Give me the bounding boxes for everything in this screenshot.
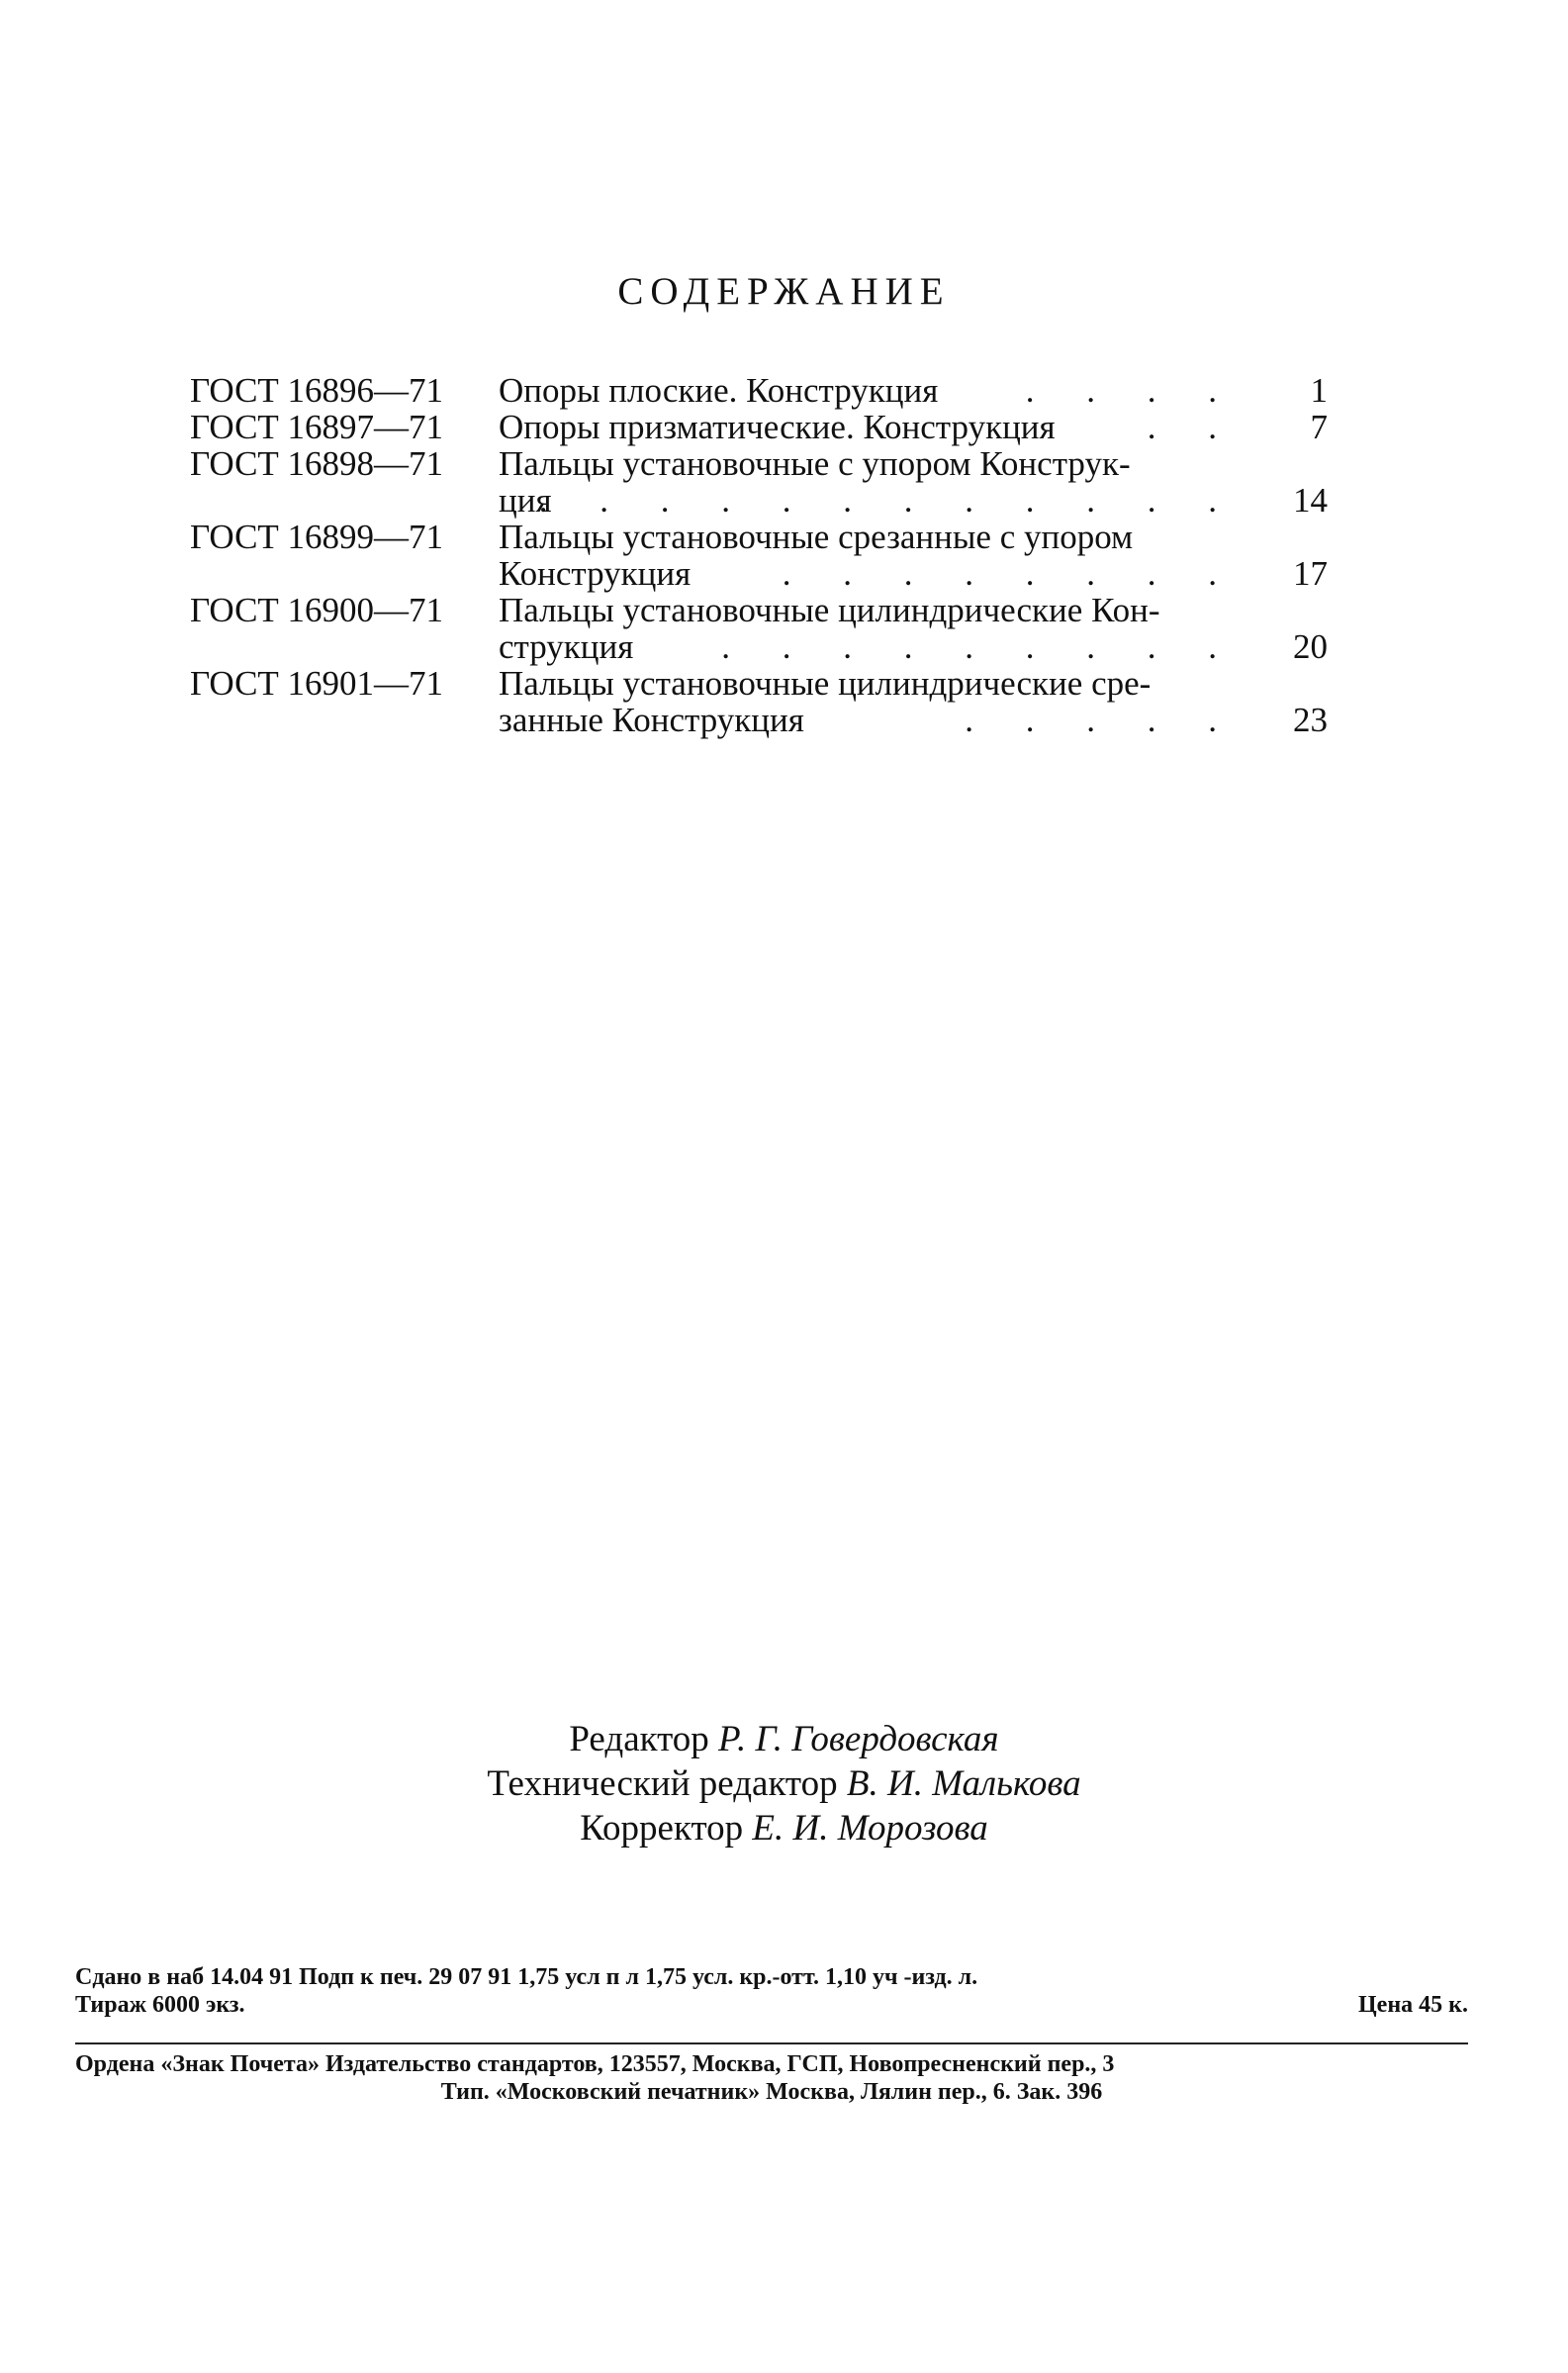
toc-entry (190, 592, 1337, 665)
editor-name: Р. Г. Говердовская (718, 1719, 999, 1759)
toc-title-line: Пальцы установочные цилиндрические Кон- (499, 591, 1160, 629)
toc-title-line: ция (499, 481, 552, 520)
toc-page-number: 20 (1293, 627, 1328, 666)
toc-page-number: 14 (1293, 481, 1328, 520)
toc-title-line: Конструкция (499, 554, 692, 593)
toc-entry (190, 409, 1337, 445)
toc-entry (190, 445, 1337, 519)
tech-editor-role: Технический редактор (487, 1763, 838, 1804)
toc-title-line: Пальцы установочные срезанные с упором (499, 518, 1134, 556)
toc-leader-dots: . . . . (1025, 371, 1239, 410)
toc-title-line: Пальцы установочные цилиндрические сре- (499, 664, 1152, 703)
toc-entry (190, 519, 1337, 592)
table-of-contents (190, 372, 1337, 738)
toc-leader-dots: . . . . . . . . (782, 554, 1239, 593)
toc-title-line: Опоры призматические. Конструкция (499, 408, 1056, 446)
toc-title-line: занные Конструкция (499, 701, 804, 739)
toc-page-number: 23 (1293, 701, 1328, 739)
credits-block (0, 1717, 1568, 1851)
toc-standard-number: ГОСТ 16897—71 (190, 408, 444, 446)
proofreader-role: Корректор (580, 1808, 744, 1849)
price: Цена 45 к. (1358, 1992, 1468, 2018)
circulation: Тираж 6000 экз. (75, 1992, 245, 2018)
publisher-line: Ордена «Знак Почета» Издательство стандартов, 123557, Москва, ГСП, Новопресненский пер., 3 (75, 2051, 1115, 2077)
editor-role: Редактор (569, 1719, 709, 1759)
toc-title-line: Пальцы установочные с упором Конструк- (499, 444, 1131, 483)
tech-editor-line (0, 1761, 1568, 1806)
toc-page-number: 17 (1293, 554, 1328, 593)
toc-page-number: 7 (1310, 408, 1328, 446)
toc-standard-number: ГОСТ 16901—71 (190, 664, 444, 703)
printer-line: Тип. «Московский печатник» Москва, Лялин пер., 6. Зак. 396 (440, 2079, 1103, 2105)
editor-line (0, 1717, 1568, 1761)
proofreader-line (0, 1806, 1568, 1851)
toc-page-number: 1 (1310, 371, 1328, 410)
publisher-footer (75, 2050, 1468, 2106)
imprint-print-data: Сдано в наб 14.04 91 Подп к печ. 29 07 91 1,75 усл п л 1,75 усл. кр.-отт. 1,10 уч -изд. л. (75, 1964, 978, 1990)
toc-leader-dots: . . (1147, 408, 1239, 446)
toc-leader-dots: . . . . . . . . . . . . (538, 481, 1239, 520)
imprint-block (75, 1963, 1468, 2019)
imprint-row (75, 1991, 1468, 2019)
toc-title-line: Опоры плоские. Конструкция (499, 371, 939, 410)
toc-title-line: струкция (499, 627, 634, 666)
tech-editor-name: В. И. Малькова (846, 1763, 1081, 1804)
toc-standard-number: ГОСТ 16896—71 (190, 371, 444, 410)
toc-standard-number: ГОСТ 16898—71 (190, 444, 444, 483)
contents-title: СОДЕРЖАНИЕ (617, 270, 951, 313)
divider-rule (75, 2042, 1468, 2044)
toc-standard-number: ГОСТ 16900—71 (190, 591, 444, 629)
toc-leader-dots: . . . . . . . . . (721, 627, 1239, 666)
toc-entry (190, 372, 1337, 409)
toc-leader-dots: . . . . . (965, 701, 1239, 739)
proofreader-name: Е. И. Морозова (752, 1808, 988, 1849)
toc-entry (190, 665, 1337, 738)
toc-standard-number: ГОСТ 16899—71 (190, 518, 444, 556)
